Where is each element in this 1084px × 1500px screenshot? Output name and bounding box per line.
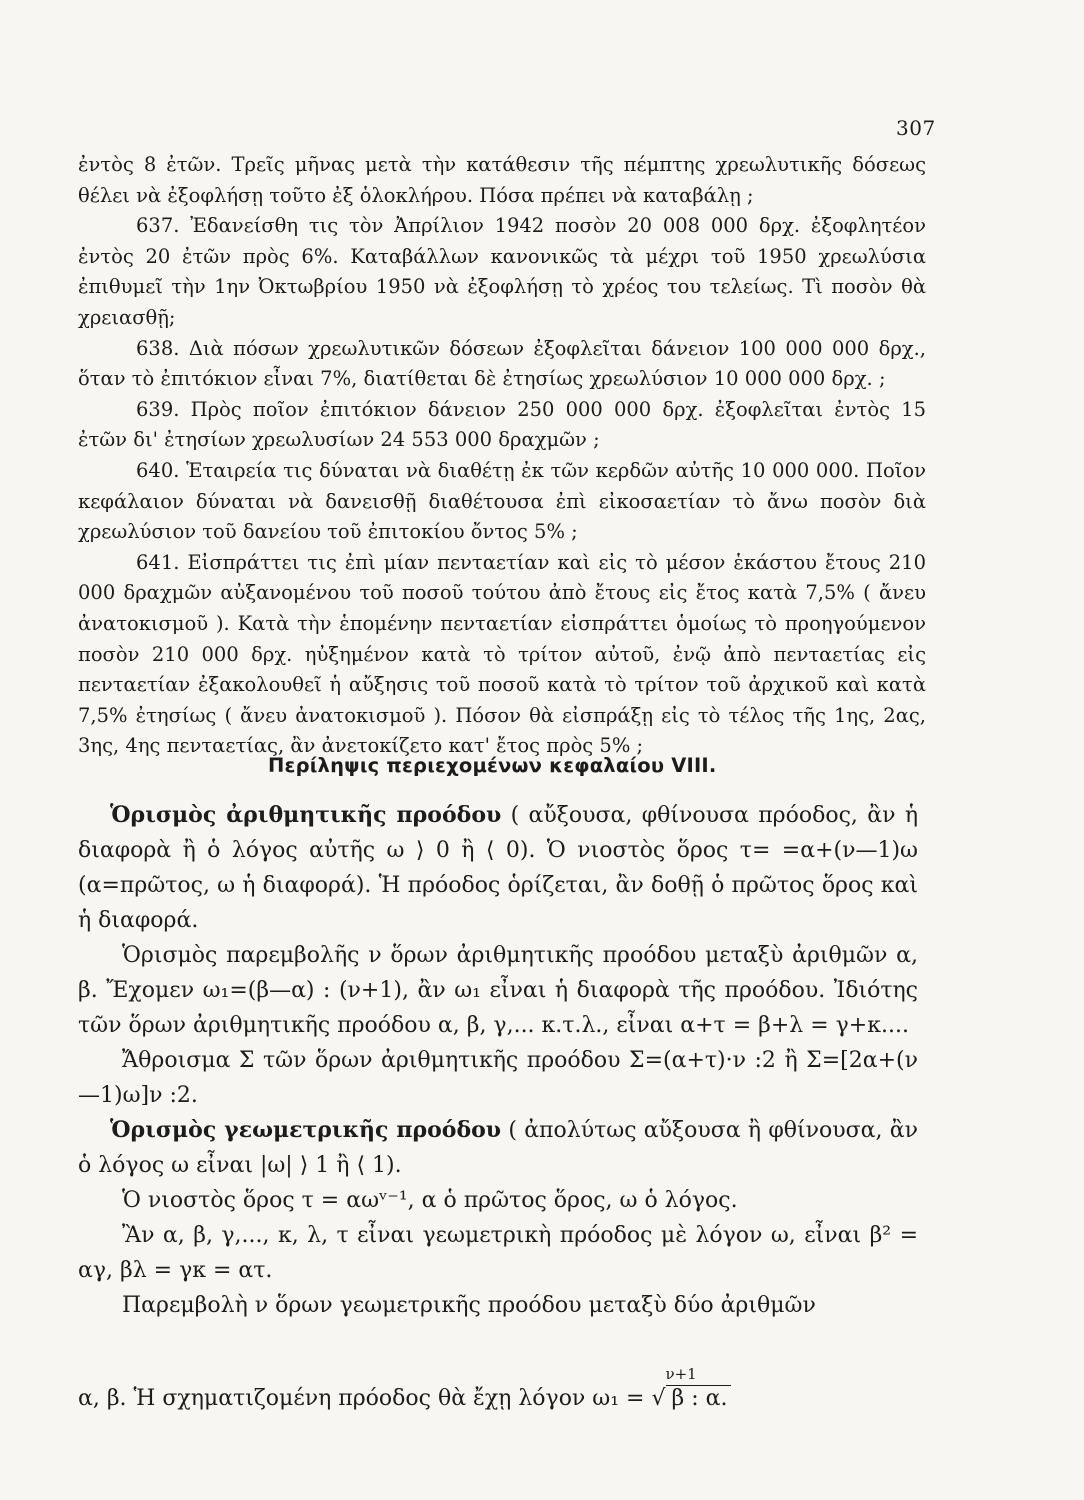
problem-641: 641. Εἰσπράττει τις ἐπὶ μίαν πενταετίαν καὶ εἰς τὸ μέσον ἑκάστου ἔτους 210 000 δραχμῶν αὐξανομένου τοῦ ποσοῦ τούτου ἀπὸ ἔτους εἰς ἔτος κατὰ 7,5% ( ἄνευ ἀνατοκισμοῦ ). Κατὰ τὴν ἑπομένην πενταετίαν εἰσπράττει ὁμοίως τὸ προηγούμενον ποσὸν 210 000 δρχ. ηὐξημένον κατὰ τὸ τρίτον αὐτοῦ, ἐνῷ ἀπὸ πενταετίας εἰς πενταετίαν ἐξακολουθεῖ ἡ αὔξησις τοῦ ποσοῦ κατὰ τὸ τρίτον τοῦ ἀρχικοῦ καὶ κατὰ 7,5% ἐτησίως ( ἄνευ ἀνατοκισμοῦ ). Πόσον θὰ εἰσπράξῃ εἰς τὸ τέλος τῆς 1ης, 2ας, 3ης, 4ης πενταετίας, ἂν ἀνετοκίζετο κατ' ἔτος πρὸς 5% ; (78, 550, 926, 758)
nth-root-expression: √ ν+1 β : α. (651, 1381, 731, 1416)
problem-637: 637. Ἐδανείσθη τις τὸν Ἀπρίλιον 1942 ποσὸν 20 008 000 δρχ. ἐξοφλητέον ἐντὸς 20 ἐτῶν πρὸς 6%. Καταβάλλων κανονικῶς τὰ μέχρι τοῦ 1950 χρεωλύσια ἐπιθυμεῖ τὴν 1ην Ὀκτωβρίου 1950 νὰ ἐξοφλήσῃ τὸ χρέος του τελείως. Τὶ ποσὸν θὰ χρειασθῇ; (78, 214, 926, 329)
summary-arithmetic-definition (78, 798, 918, 938)
geometric-definition-text: ( ἀπολύτως αὔξουσα ἢ φθίνουσα, ἂν ὁ λόγος ω εἶναι |ω| ⟩ 1 ἢ ⟨ 1). (78, 1118, 918, 1178)
arithmetic-definition-text: ( αὔξουσα, φθίνουσα πρόοδος, ἂν ἡ διαφορὰ ἢ ὁ λόγος αὐτῆς ω ⟩ 0 ἢ ⟨ 0). Ὁ νιοστὸς ὅρος τ= =α+(ν—1)ω (α=πρῶτος, ω ἡ διαφορά). Ἡ πρόοδος ὁρίζεται, ἂν δοθῇ ὁ πρῶτος ὅρος καὶ ἡ διαφορά. (78, 803, 919, 933)
problems-block (78, 150, 926, 762)
ratio-formula-lead: α, β. Ἡ σχηματιζομένη πρόοδος θὰ ἔχῃ λόγον ω₁ = (78, 1386, 652, 1411)
problem-640: 640. Ἑταιρεία τις δύναται νὰ διαθέτῃ ἐκ τῶν κερδῶν αὐτῆς 10 000 000. Ποῖον κεφάλαιον δύναται νὰ δανεισθῇ διαθέτουσα ἐπὶ εἰκοσαετίαν τὸ ἄνω ποσὸν διὰ χρεωλύσιον τοῦ δανείου τοῦ ἐπιτοκίου ὄντος 5% ; (78, 458, 926, 544)
problem-638: 638. Διὰ πόσων χρεωλυτικῶν δόσεων ἐξοφλεῖται δάνειον 100 000 000 δρχ., ὅταν τὸ ἐπιτόκιον εἶναι 7%, διατίθεται δὲ ἐτησίως χρεωλύσιον 10 000 000 δρχ. ; (78, 336, 926, 391)
summary-interpolation: Ὁρισμὸς παρεμβολῆς ν ὅρων ἀριθμητικῆς προόδου μεταξὺ ἀριθμῶν α, β. Ἔχομεν ω₁=(β—α) : (ν+1), ἂν ω₁ εἶναι ἡ διαφορὰ τῆς προόδου. Ἰδιότης τῶν ὅρων ἀριθμητικῆς προόδου α, β, γ,... κ.τ.λ., εἶναι α+τ = β+λ = γ+κ.... (78, 943, 918, 1038)
problem-639: 639. Πρὸς ποῖον ἐπιτόκιον δάνειον 250 000 000 δρχ. ἐξοφλεῖται ἐντὸς 15 ἐτῶν δι' ἐτησίων χρεωλυσίων 24 553 000 δραχμῶν ; (78, 397, 926, 452)
summary-geometric-definition (78, 1113, 918, 1183)
root-body: β : α. (666, 1385, 732, 1411)
summary-nth-term: Ὁ νιοστὸς ὅρος τ = αωᵛ⁻¹, α ὁ πρῶτος ὅρος, ω ὁ λόγος. (122, 1188, 738, 1213)
summary-block (78, 798, 918, 1323)
ratio-formula-line (78, 1365, 731, 1416)
geometric-definition-heading: Ὁρισμὸς γεωμετρικῆς προόδου (110, 1117, 502, 1143)
section-title: Περίληψις περιεχομένων κεφαλαίου VIII. (268, 754, 717, 777)
summary-sum: Ἄθροισμα Σ τῶν ὅρων ἀριθμητικῆς προόδου Σ=(α+τ)·ν :2 ἢ Σ=[2α+(ν—1)ω]ν :2. (78, 1048, 918, 1108)
summary-geometric-property: Ἂν α, β, γ,..., κ, λ, τ εἶναι γεωμετρικὴ πρόοδος μὲ λόγον ω, εἶναι β² = αγ, βλ = γκ = ατ. (78, 1223, 918, 1283)
arithmetic-definition-heading: Ὁρισμὸς ἀριθμητικῆς προόδου (110, 802, 502, 828)
summary-geometric-interpolation: Παρεμβολὴ ν ὅρων γεωμετρικῆς προόδου μεταξὺ δύο ἀριθμῶν (122, 1293, 816, 1318)
problem-continuation: ἐντὸς 8 ἐτῶν. Τρεῖς μῆνας μετὰ τὴν κατάθεσιν τῆς πέμπτης χρεωλυτικῆς δόσεως θέλει νὰ ἐξοφλήσῃ τοῦτο ἐξ ὁλοκλήρου. Πόσα πρέπει νὰ καταβάλῃ ; (78, 153, 926, 207)
root-index: ν+1 (665, 1365, 697, 1383)
page-number: 307 (896, 116, 936, 140)
